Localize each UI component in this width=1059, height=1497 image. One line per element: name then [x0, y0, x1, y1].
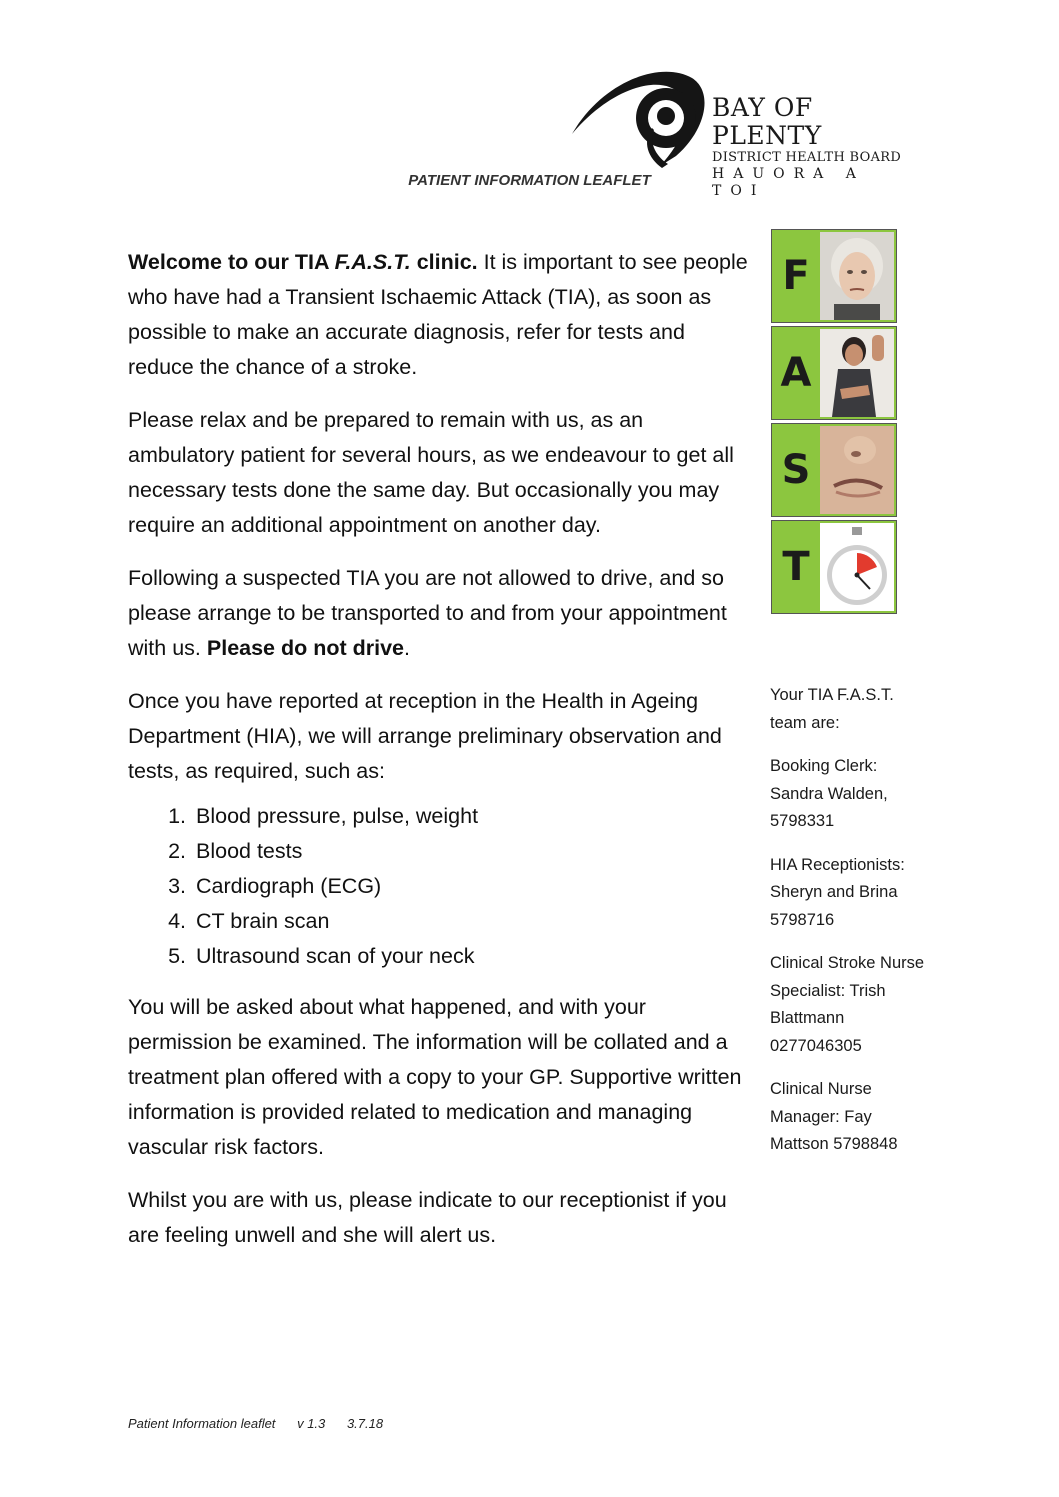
team-heading: Your TIA F.A.S.T. team are:: [770, 686, 894, 732]
bop-dhb-logo: [568, 60, 928, 199]
tests-list: [128, 799, 748, 974]
list-item: 5. Ultrasound scan of your neck: [192, 939, 748, 974]
booking-clerk: Booking Clerk: Sandra Walden, 5798331: [770, 757, 888, 830]
footer-label: Patient Information leaflet: [128, 1416, 276, 1431]
intro-paragraph: [128, 245, 748, 385]
face-photo-icon: [820, 232, 894, 320]
footer-date: 3.7.18: [346, 1416, 384, 1431]
arm-raise-photo-icon: [820, 329, 894, 417]
fast-row-s: [771, 423, 897, 517]
drive-warning: Please do not drive: [206, 636, 405, 660]
list-item: 3. Cardiograph (ECG): [192, 869, 748, 904]
fast-letter-t: T: [782, 544, 810, 590]
clinical-stroke-nurse: Clinical Stroke Nurse Specialist: Trish Blattmann 0277046305: [770, 954, 925, 1055]
leaflet-title: PATIENT INFORMATION LEAFLET: [408, 172, 651, 189]
drive-end: .: [404, 636, 411, 660]
list-item: 1. Blood pressure, pulse, weight: [192, 799, 748, 834]
intro-rest: It is important to see people who have had a Transient Ischaemic Attack (TIA), as soon as possible to make an accurate diagnosis, refer for tests and reduce the chance of a stroke.: [128, 250, 748, 379]
drive-paragraph: [128, 561, 748, 666]
logo-line-1: BAY OF PLENTY: [712, 93, 822, 150]
fast-row-a: [771, 326, 897, 420]
fast-letter-f: F: [782, 253, 810, 299]
whilst-paragraph: Whilst you are with us, please indicate to our receptionist if you are feeling unwell and she will alert us.: [128, 1188, 727, 1247]
clinical-nurse-manager: Clinical Nurse Manager: Fay Mattson 5798848: [770, 1080, 898, 1153]
fast-letter-a: A: [780, 350, 812, 396]
relax-paragraph: Please relax and be prepared to remain with us, as an ambulatory patient for several hours, as we endeavour to get all necessary tests done the same day. But occasionally you may require an additional appointment on another day.: [128, 408, 734, 537]
list-item: 2. Blood tests: [192, 834, 748, 869]
footer: [128, 1416, 383, 1431]
logo-line-2: DISTRICT HEALTH BOARD: [712, 150, 902, 165]
reception-paragraph: Once you have reported at reception in the Health in Ageing Department (HIA), we will arrange preliminary observation and tests, as required, such as:: [128, 689, 722, 783]
fast-row-t: [771, 520, 897, 614]
fast-graphic: [771, 229, 897, 617]
main-content: [128, 245, 748, 1271]
intro-bold-b: clinic.: [410, 250, 478, 274]
intro-bold-italic: F.A.S.T.: [334, 250, 411, 274]
team-sidebar: [770, 682, 930, 1175]
list-item: 4. CT brain scan: [192, 904, 748, 939]
examination-paragraph: You will be asked about what happened, and with your permission be examined. The information will be collated and a treatment plan offered with a copy to your GP. Supportive written information is provided related to medication and managing vascular risk factors.: [128, 995, 742, 1159]
intro-bold-a: Welcome to our TIA: [128, 250, 335, 274]
drive-text: Following a suspected TIA you are not allowed to drive, and so please arrange to be transported to and from your appointment with us.: [128, 566, 727, 660]
koru-logo-icon: [568, 60, 718, 170]
footer-version: v 1.3: [297, 1416, 326, 1431]
hia-receptionists: HIA Receptionists: Sheryn and Brina 5798716: [770, 855, 905, 929]
fast-row-f: [771, 229, 897, 323]
fast-letter-s: S: [781, 447, 811, 493]
stopwatch-icon: [820, 523, 894, 611]
logo-line-3: HAUORA A TOI: [712, 166, 865, 199]
mouth-photo-icon: [820, 426, 894, 514]
